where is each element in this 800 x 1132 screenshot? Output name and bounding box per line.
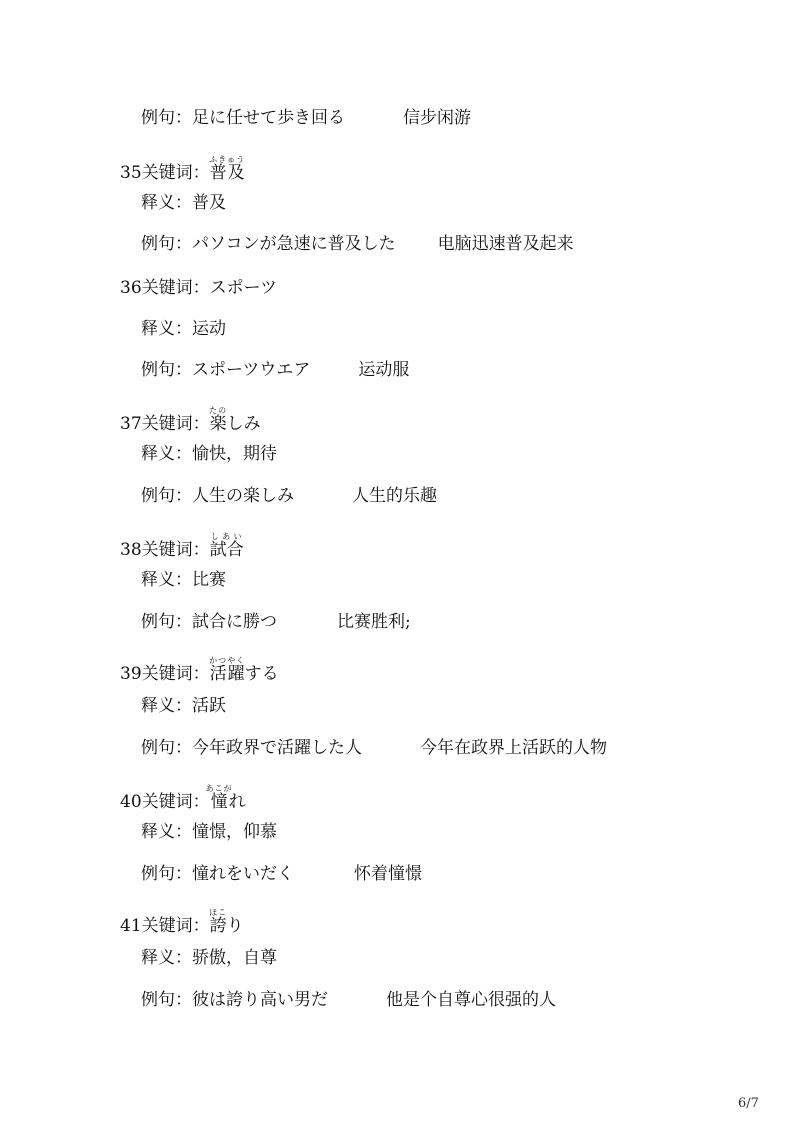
definition-label: 释义：	[141, 822, 192, 842]
definition-line	[141, 319, 226, 339]
example-japanese: 試合に勝つ	[192, 612, 277, 632]
example-chinese: 比赛胜利;	[337, 612, 411, 632]
example-line	[141, 864, 422, 884]
definition-text: 骄傲，自尊	[192, 948, 277, 968]
keyword-label: 41关键词：	[120, 916, 210, 936]
definition-text: 运动	[192, 319, 226, 339]
keyword-term-rest: しみ	[226, 414, 261, 434]
furigana: かつやく	[209, 656, 246, 665]
example-chinese: 人生的乐趣	[352, 486, 437, 506]
example-chinese: 怀着憧憬	[354, 864, 422, 884]
example-japanese: スポーツウエア	[192, 360, 311, 380]
definition-label: 释义：	[141, 696, 192, 716]
example-line	[141, 108, 471, 128]
keyword-line	[120, 656, 279, 684]
furigana: あこが	[205, 784, 233, 793]
example-line	[141, 738, 607, 758]
keyword-term: 憧あこが	[205, 784, 233, 812]
example-label: 例句：	[141, 108, 192, 128]
example-line	[141, 360, 409, 380]
example-chinese: 他是个自尊心很强的人	[386, 990, 556, 1010]
example-japanese: 足に任せて歩き回る	[192, 108, 345, 128]
example-chinese: 电脑迅速普及起来	[437, 234, 574, 254]
keyword-label: 36关键词：	[120, 278, 210, 298]
example-label: 例句：	[141, 990, 192, 1010]
definition-text: 比赛	[192, 570, 226, 590]
definition-label: 释义：	[141, 570, 192, 590]
keyword-term: 活躍かつやく	[209, 656, 246, 684]
example-chinese: 运动服	[358, 360, 410, 380]
example-line	[141, 234, 574, 254]
keyword-term: 普及ふきゅう	[209, 155, 246, 183]
definition-line	[141, 822, 277, 842]
example-chinese: 今年在政界上活跃的人物	[420, 738, 607, 758]
keyword-term: スポーツ	[209, 278, 277, 298]
page-number: 6/7	[738, 1096, 759, 1111]
definition-line	[141, 570, 226, 590]
keyword-term: 誇ほこ	[209, 908, 228, 936]
keyword-label: 35关键词：	[120, 163, 210, 183]
example-label: 例句：	[141, 738, 192, 758]
definition-label: 释义：	[141, 193, 192, 213]
definition-text: 普及	[192, 193, 226, 213]
example-label: 例句：	[141, 864, 192, 884]
example-line	[141, 612, 411, 632]
definition-line	[141, 948, 277, 968]
keyword-line	[120, 406, 261, 434]
definition-text: 愉快，期待	[192, 444, 277, 464]
definition-label: 释义：	[141, 948, 192, 968]
keyword-label: 38关键词：	[120, 540, 210, 560]
keyword-line	[120, 908, 244, 936]
definition-text: 活跃	[192, 696, 226, 716]
furigana: しあい	[209, 532, 244, 541]
example-chinese: 信步闲游	[403, 108, 471, 128]
example-label: 例句：	[141, 612, 192, 632]
furigana: ふきゅう	[209, 155, 246, 164]
keyword-label: 39关键词：	[120, 664, 210, 684]
example-label: 例句：	[141, 486, 192, 506]
example-label: 例句：	[141, 234, 192, 254]
example-line	[141, 990, 556, 1010]
definition-label: 释义：	[141, 444, 192, 464]
example-japanese: パソコンが急速に普及した	[192, 234, 396, 254]
keyword-label: 37关键词：	[120, 414, 210, 434]
example-japanese: 人生の楽しみ	[192, 486, 294, 506]
definition-line	[141, 193, 226, 213]
keyword-term-rest: する	[244, 664, 279, 684]
keyword-line	[120, 532, 244, 560]
definition-label: 释义：	[141, 319, 192, 339]
definition-line	[141, 696, 226, 716]
example-japanese: 今年政界で活躍した人	[192, 738, 362, 758]
definition-line	[141, 444, 277, 464]
keyword-term: 試合しあい	[209, 532, 244, 560]
keyword-term: 楽たの	[209, 406, 228, 434]
keyword-term-rest: り	[226, 916, 244, 936]
furigana: ほこ	[209, 908, 228, 917]
keyword-term-rest: れ	[228, 792, 246, 812]
example-japanese: 憧れをいだく	[192, 864, 294, 884]
example-line	[141, 486, 437, 506]
furigana: たの	[209, 406, 228, 415]
example-label: 例句：	[141, 360, 192, 380]
keyword-line	[120, 278, 277, 298]
keyword-label: 40关键词：	[120, 792, 210, 812]
definition-text: 憧憬，仰慕	[192, 822, 277, 842]
keyword-line	[120, 784, 246, 812]
keyword-line	[120, 155, 245, 183]
example-japanese: 彼は誇り高い男だ	[192, 990, 328, 1010]
